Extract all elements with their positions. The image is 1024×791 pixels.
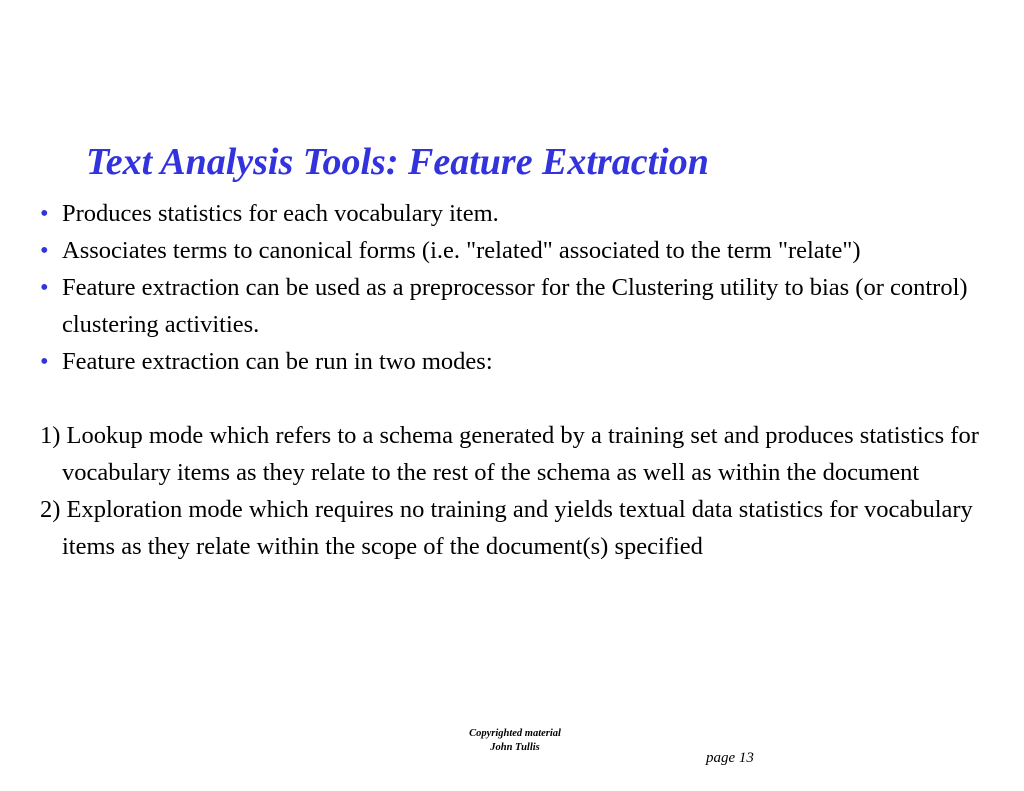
bullet-item: [40, 232, 1010, 269]
page-number: page 13: [706, 750, 754, 766]
bullet-item: [40, 269, 1010, 343]
bullet-item: [40, 195, 1010, 232]
bullet-text: Feature extraction can be used as a preprocessor for the Clustering utility to bias (or control) clustering activities.: [62, 274, 968, 338]
blank-line: [40, 380, 1010, 417]
numbered-item: 1) Lookup mode which refers to a schema generated by a training set and produces statistics for vocabulary items as they relate to the rest of the schema as well as within the document: [40, 422, 979, 486]
slide-body: [40, 195, 1010, 565]
copyright-notice: [415, 727, 615, 755]
slide-title: Text Analysis Tools: Feature Extraction: [86, 141, 709, 183]
bullet-dot-icon: •: [40, 348, 49, 375]
bullet-text: Feature extraction can be run in two modes:: [62, 348, 493, 375]
bullet-text: Produces statistics for each vocabulary item.: [62, 200, 499, 227]
bullet-dot-icon: •: [40, 274, 49, 301]
copyright-line: Copyrighted material: [469, 728, 561, 739]
author-line: John Tullis: [490, 742, 540, 753]
bullet-dot-icon: •: [40, 200, 49, 227]
bullet-text: Associates terms to canonical forms (i.e. "related" associated to the term "relate"): [62, 237, 861, 264]
numbered-item: 2) Exploration mode which requires no training and yields textual data statistics for vocabulary items as they relate within the scope of the document(s) specified: [40, 496, 973, 560]
bullet-item: [40, 343, 1010, 380]
bullet-dot-icon: •: [40, 237, 49, 264]
